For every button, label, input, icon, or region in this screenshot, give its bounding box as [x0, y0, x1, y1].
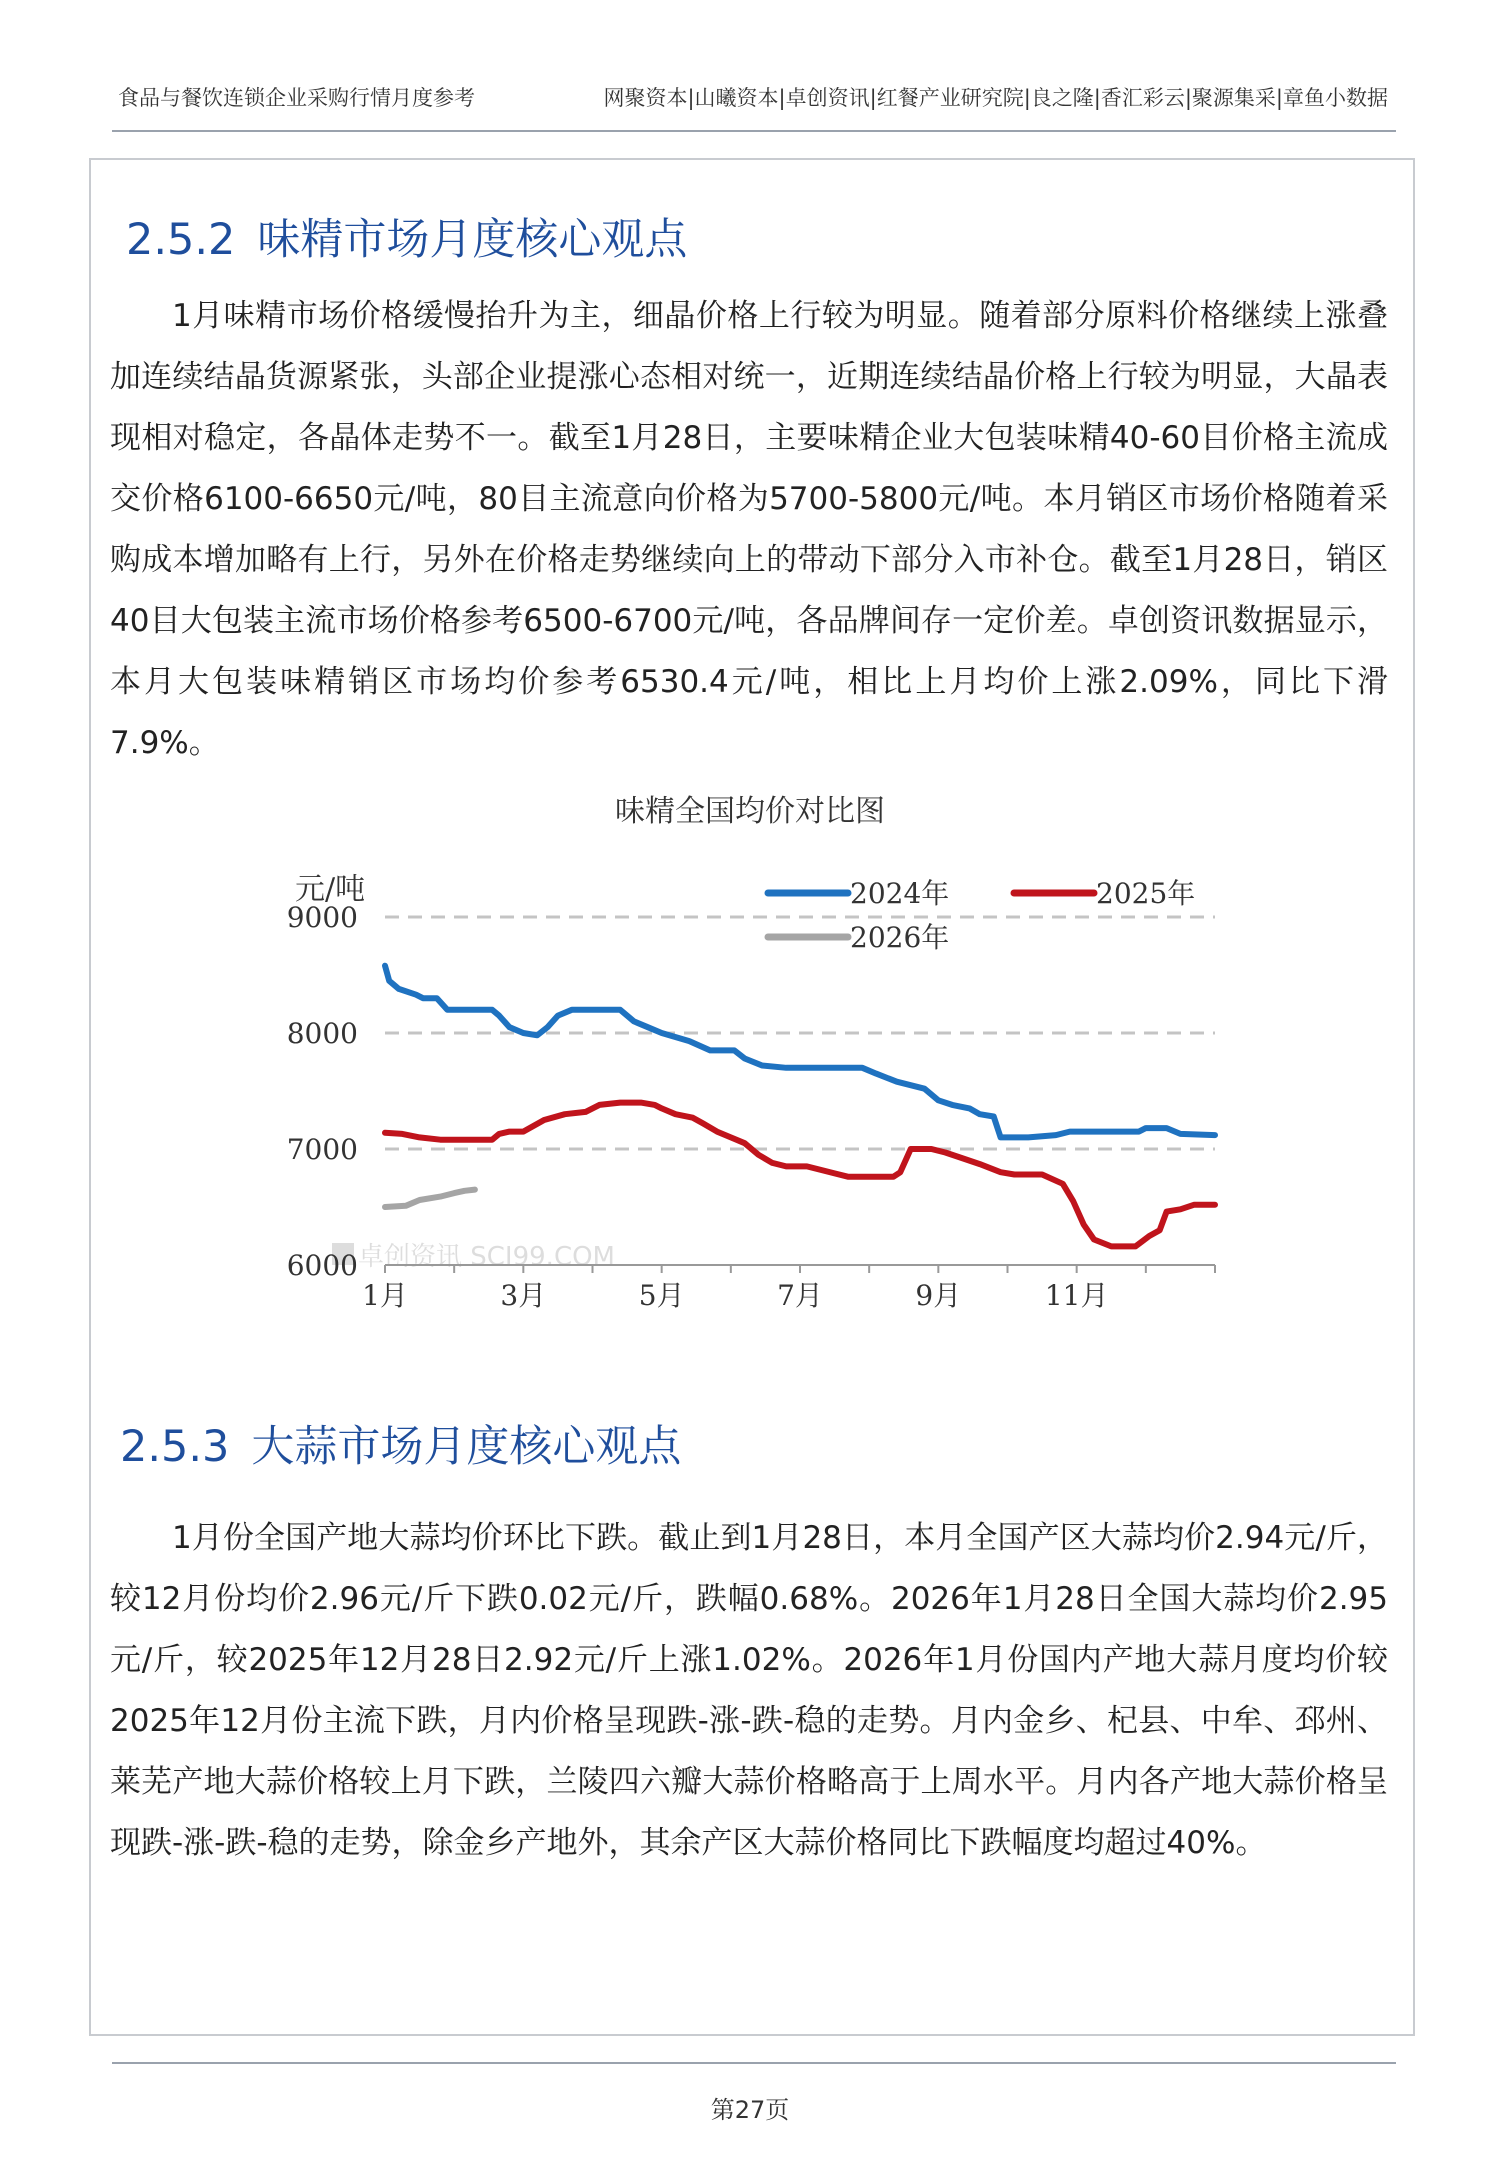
y-tick-label: 8000 — [286, 1017, 358, 1050]
y-tick-label: 9000 — [286, 901, 358, 934]
chart-series — [385, 966, 1215, 1247]
x-tick-label: 3月 — [500, 1279, 547, 1312]
chart-svg — [250, 855, 1230, 1335]
section-paragraph-msg: 1月味精市场价格缓慢抬升为主，细晶价格上行较为明显。随着部分原料价格继续上涨叠加连续结晶货源紧张，头部企业提涨心态相对统一，近期连续结晶价格上行较为明显，大晶表现相对稳定，各晶体走势不一。截至1月28日，主要味精企业大包装味精40-60目价格主流成交价格6100-6650元/吨，80目主流意向价格为5700-5800元/吨。本月销区市场价格随着采购成本增加略有上行，另外在价格走势继续向上的带动下部分入市补仓。截至1月28日，销区40目大包装主流市场价格参考6500-6700元/吨，各品牌间存一定价差。卓创资讯数据显示，本月大包装味精销区市场均价参考6530.4元/吨，相比上月均价上涨2.09%，同比下滑7.9%。 — [110, 298, 1388, 761]
section-heading-msg — [126, 206, 687, 267]
msg-price-chart — [250, 855, 1230, 1335]
page-number: 第27页 — [710, 2096, 790, 2124]
legend-label: 2025年 — [1096, 877, 1196, 910]
watermark-text: 卓创资讯 SCI99.COM — [358, 1242, 615, 1272]
section-title: 大蒜市场月度核心观点 — [251, 1422, 682, 1472]
series-line — [385, 1190, 475, 1207]
section-paragraph-garlic: 1月份全国产地大蒜均价环比下跌。截止到1月28日，本月全国产区大蒜均价2.94元/斤，较12月份均价2.96元/斤下跌0.02元/斤，跌幅0.68%。2026年1月28日全国大蒜均价2.95元/斤，较2025年12月28日2.92元/斤上涨1.02%。2026年1月份国内产地大蒜月度均价较2025年12月份主流下跌，月内价格呈现跌-涨-跌-稳的走势。月内金乡、杞县、中牟、邳州、莱芜产地大蒜价格较上月下跌，兰陵四六瓣大蒜价格略高于上周水平。月内各产地大蒜价格呈现跌-涨-跌-稳的走势，除金乡产地外，其余产区大蒜价格同比下跌幅度均超过40%。 — [110, 1520, 1388, 1861]
section-heading-garlic — [120, 1413, 681, 1474]
legend-label: 2024年 — [850, 877, 950, 910]
series-line — [385, 966, 1215, 1138]
chart-gridlines — [385, 917, 1215, 1149]
x-tick-label: 9月 — [915, 1279, 962, 1312]
chart-caption: 味精全国均价对比图 — [615, 794, 885, 829]
header-left-title: 食品与餐饮连锁企业采购行情月度参考 — [118, 86, 475, 110]
legend-label: 2026年 — [850, 921, 950, 954]
y-tick-label: 7000 — [286, 1133, 358, 1166]
section-number: 2.5.2 — [126, 215, 236, 265]
x-tick-label: 7月 — [777, 1279, 823, 1312]
y-tick-label: 6000 — [286, 1249, 358, 1282]
header-right-sponsors: 网聚资本|山曦资本|卓创资讯|红餐产业研究院|良之隆|香汇彩云|聚源集采|章鱼小数据 — [603, 86, 1388, 110]
y-axis-label: 元/吨 — [295, 872, 366, 907]
header-divider — [112, 130, 1396, 132]
x-tick-label: 5月 — [638, 1279, 685, 1312]
series-line — [385, 1103, 1215, 1247]
section-number: 2.5.3 — [120, 1422, 230, 1472]
footer-divider — [112, 2062, 1396, 2064]
section-title: 味精市场月度核心观点 — [257, 215, 688, 265]
x-tick-label: 11月 — [1044, 1279, 1109, 1312]
x-tick-label: 1月 — [362, 1279, 408, 1312]
chart-watermark — [332, 1242, 615, 1272]
